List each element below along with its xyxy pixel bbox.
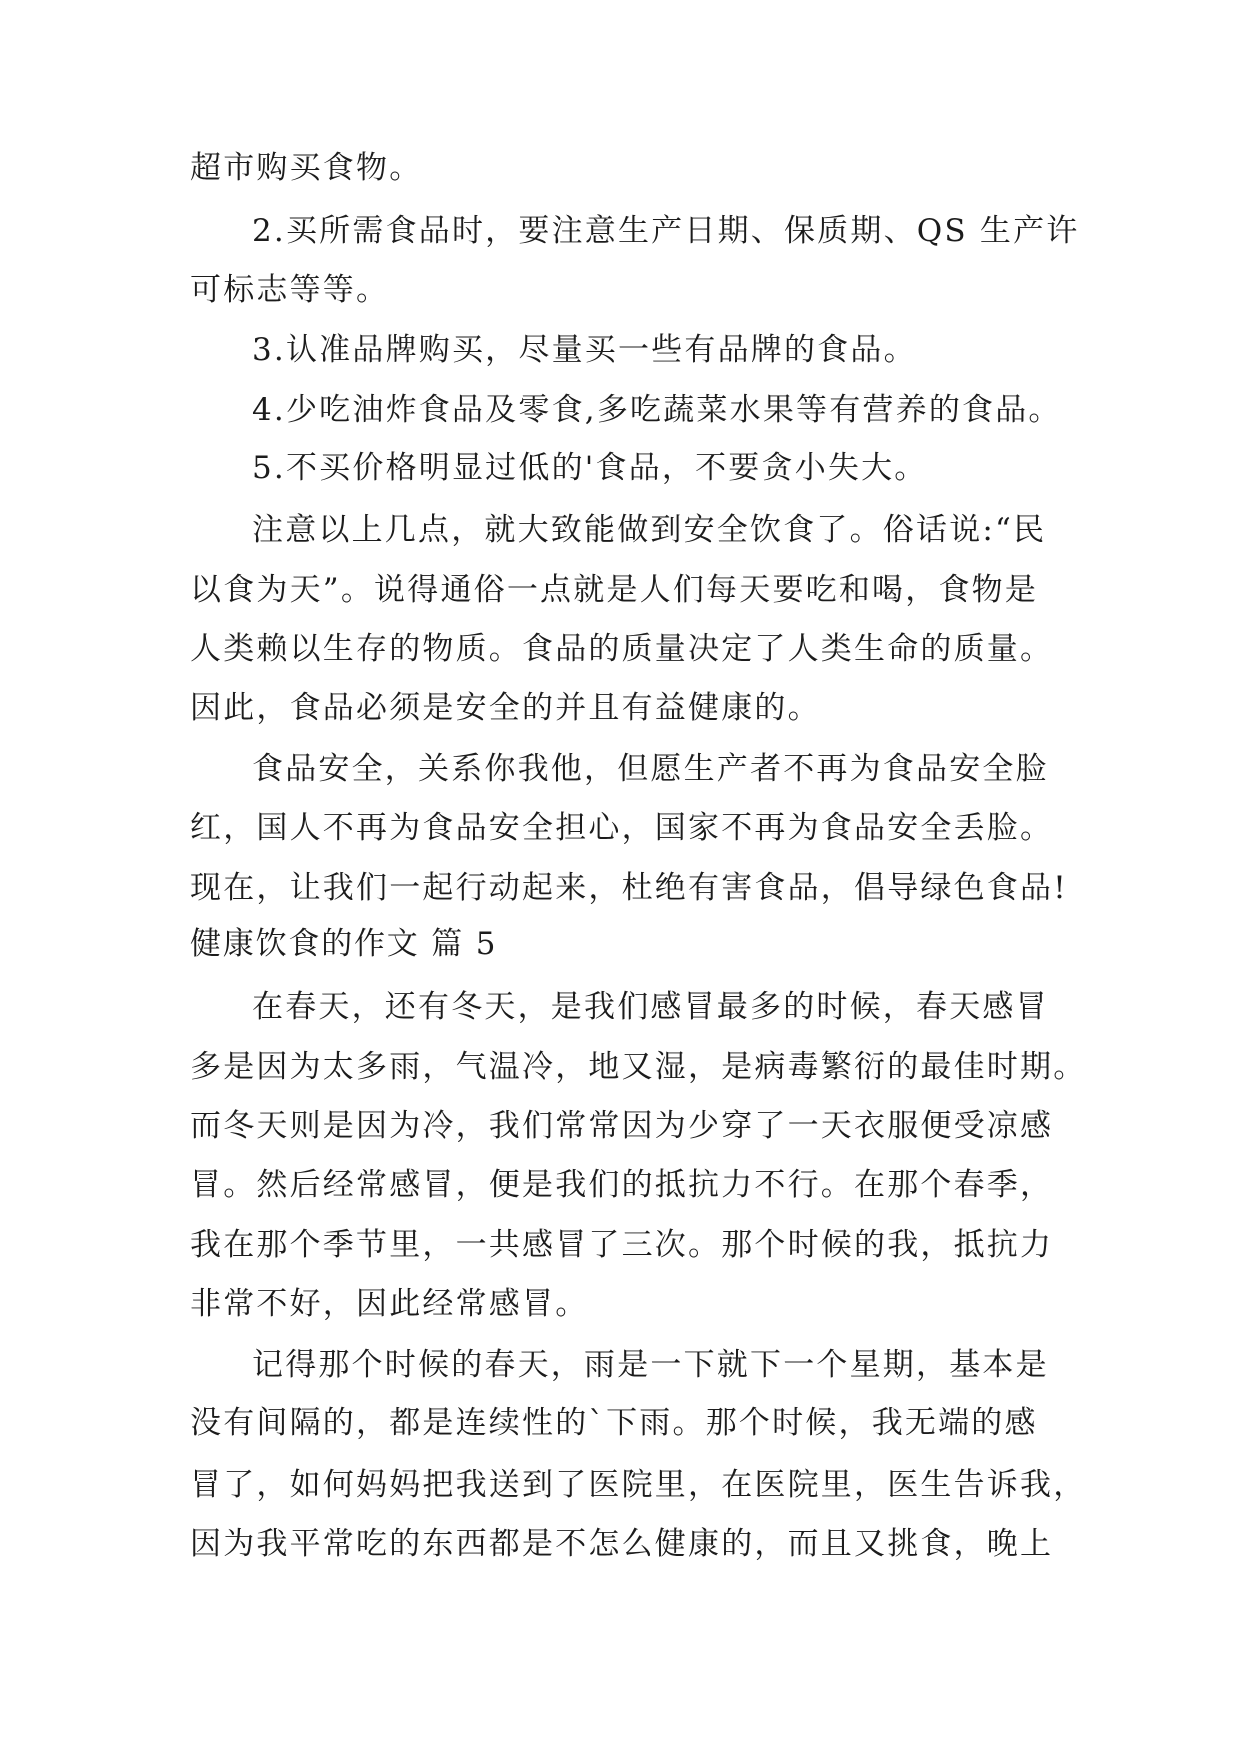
text-line: 2.买所需食品时，要注意生产日期、保质期、QS 生产许 (252, 213, 1080, 249)
text-line: 因为我平常吃的东西都是不怎么健康的，而且又挑食，晚上 (190, 1526, 1054, 1562)
text-line: 冒。然后经常感冒，便是我们的抵抗力不行。在那个春季， (190, 1167, 1054, 1203)
text-line: 非常不好，因此经常感冒。 (190, 1286, 589, 1322)
text-line: 人类赖以生存的物质。食品的质量决定了人类生命的质量。 (190, 631, 1054, 667)
text-line: 多是因为太多雨，气温冷，地又湿，是病毒繁衍的最佳时期。 (190, 1049, 1087, 1085)
text-line: 现在，让我们一起行动起来，杜绝有害食品，倡导绿色食品! (190, 870, 1068, 906)
text-line: 超市购买食物。 (190, 150, 423, 186)
text-line: 以食为天”。说得通俗一点就是人们每天要吃和喝，食物是 (190, 572, 1039, 608)
text-line: 可标志等等。 (190, 272, 390, 308)
section-heading: 健康饮食的作文 篇 5 (190, 926, 498, 962)
text-line: 注意以上几点，就大致能做到安全饮食了。俗话说:“民 (252, 512, 1047, 548)
text-line: 5.不买价格明显过低的'食品，不要贪小失大。 (252, 450, 928, 486)
text-line: 冒了，如何妈妈把我送到了医院里，在医院里，医生告诉我， (190, 1467, 1087, 1503)
text-line: 没有间隔的，都是连续性的`下雨。那个时候，我无端的感 (190, 1405, 1038, 1441)
text-line: 3.认准品牌购买，尽量买一些有品牌的食品。 (252, 332, 917, 368)
text-line: 记得那个时候的春天，雨是一下就下一个星期，基本是 (252, 1347, 1049, 1383)
text-line: 4.少吃油炸食品及零食,多吃蔬菜水果等有营养的食品。 (252, 392, 1062, 428)
text-line: 红，国人不再为食品安全担心，国家不再为食品安全丢脸。 (190, 810, 1054, 846)
text-line: 在春天，还有冬天，是我们感冒最多的时候，春天感冒 (252, 989, 1049, 1025)
text-line: 食品安全，关系你我他，但愿生产者不再为食品安全脸 (252, 751, 1049, 787)
text-line: 因此，食品必须是安全的并且有益健康的。 (190, 690, 821, 726)
text-line: 而冬天则是因为冷，我们常常因为少穿了一天衣服便受凉感 (190, 1108, 1054, 1144)
text-line: 我在那个季节里，一共感冒了三次。那个时候的我，抵抗力 (190, 1227, 1054, 1263)
